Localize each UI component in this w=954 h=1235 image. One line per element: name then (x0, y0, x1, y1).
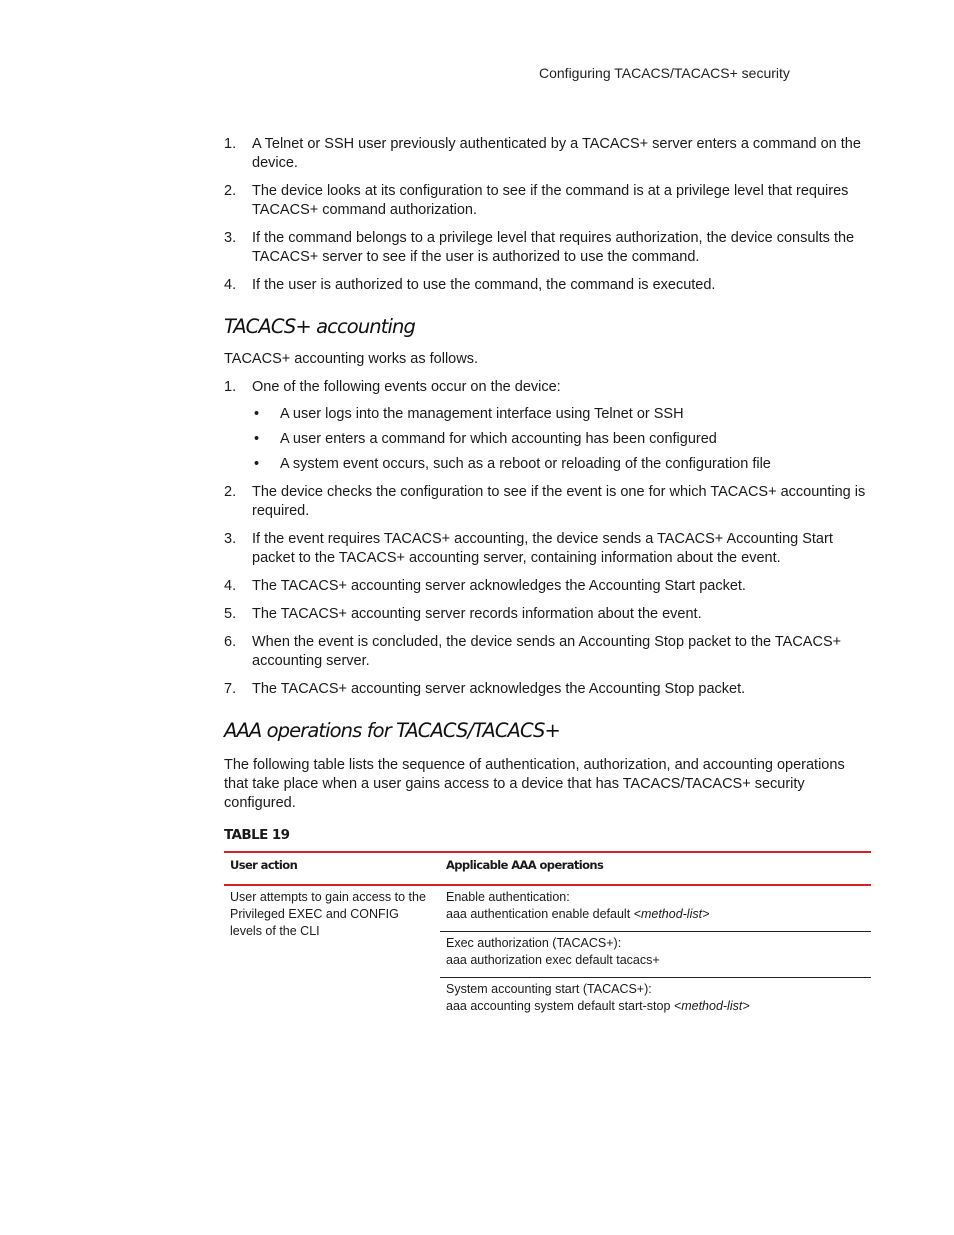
step-number: 4. (224, 578, 237, 594)
step-number: 1. (224, 136, 237, 152)
list-item (224, 229, 871, 267)
step-number: 2. (224, 484, 237, 500)
bullet-item (224, 405, 871, 424)
step-text: The TACACS+ accounting server acknowledges the Accounting Stop packet. (252, 681, 746, 697)
list-item (224, 182, 871, 220)
list-item (224, 135, 871, 173)
step-number: 3. (224, 531, 237, 547)
bullet-icon: • (254, 456, 260, 472)
list-item (224, 530, 871, 568)
event-bullets (224, 405, 871, 474)
authorization-steps (224, 135, 871, 295)
bullet-item (224, 430, 871, 449)
step-text: If the user is authorized to use the command, the command is executed. (252, 277, 716, 293)
bullet-text: A system event occurs, such as a reboot or reloading of the configuration file (280, 456, 771, 472)
operation-label: System accounting start (TACACS+): (446, 982, 652, 996)
accounting-steps (224, 378, 871, 397)
operation-cell (440, 885, 871, 932)
operation-cell (440, 978, 871, 1024)
operation-label: Enable authentication: (446, 890, 570, 904)
command-text: aaa accounting system default start-stop (446, 999, 674, 1013)
step-number: 6. (224, 634, 237, 650)
section-heading-aaa: AAA operations for TACACS/TACACS+ (224, 719, 560, 742)
command-text: aaa authentication enable default (446, 907, 634, 921)
list-item (224, 483, 871, 521)
accounting-steps-cont (224, 483, 871, 699)
bullet-icon: • (254, 431, 260, 447)
step-number: 4. (224, 277, 237, 293)
list-item (224, 633, 871, 671)
list-item (224, 680, 871, 699)
step-number: 2. (224, 183, 237, 199)
step-text: If the event requires TACACS+ accounting, the device sends a TACACS+ Accounting Start packet to the TACACS+ accounting server, containing information about the event. (252, 531, 833, 566)
column-header-aaa-operations: Applicable AAA operations (440, 852, 871, 885)
list-item (224, 378, 871, 397)
aaa-intro: The following table lists the sequence of authentication, authorization, and accounting operations that take place when a user gains access to a device that has TACACS/TACACS+ security configured. (224, 757, 845, 811)
step-number: 7. (224, 681, 237, 697)
running-header: Configuring TACACS/TACACS+ security (539, 65, 790, 81)
column-header-user-action: User action (224, 852, 440, 885)
table-label: TABLE 19 (224, 827, 290, 843)
step-text: One of the following events occur on the device: (252, 379, 561, 395)
step-text: The TACACS+ accounting server acknowledges the Accounting Start packet. (252, 578, 746, 594)
operation-cell (440, 932, 871, 978)
bullet-icon: • (254, 406, 260, 422)
operation-command (446, 952, 865, 969)
accounting-intro: TACACS+ accounting works as follows. (224, 351, 478, 367)
table-header-row (224, 852, 871, 885)
bullet-text: A user enters a command for which accounting has been configured (280, 431, 717, 447)
step-text: The TACACS+ accounting server records information about the event. (252, 606, 702, 622)
command-argument: <method-list> (673, 999, 750, 1013)
bullet-text: A user logs into the management interface using Telnet or SSH (280, 406, 684, 422)
step-text: When the event is concluded, the device sends an Accounting Stop packet to the TACACS+ accounting server. (252, 634, 842, 669)
list-item (224, 605, 871, 624)
list-item (224, 577, 871, 596)
step-number: 1. (224, 379, 237, 395)
user-action-cell: User attempts to gain access to the Privileged EXEC and CONFIG levels of the CLI (230, 890, 426, 938)
step-text: A Telnet or SSH user previously authenticated by a TACACS+ server enters a command on the device. (252, 136, 861, 171)
command-argument: <method-list> (633, 907, 710, 921)
step-text: The device looks at its configuration to see if the command is at a privilege level that requires TACACS+ command authorization. (252, 183, 849, 218)
operation-command (446, 998, 865, 1015)
step-text: The device checks the configuration to see if the event is one for which TACACS+ accounting is required. (252, 484, 866, 519)
operation-command (446, 906, 865, 923)
list-item (224, 276, 871, 295)
table-row (224, 885, 871, 932)
operation-label: Exec authorization (TACACS+): (446, 936, 622, 950)
step-number: 5. (224, 606, 237, 622)
bullet-item (224, 455, 871, 474)
step-number: 3. (224, 230, 237, 246)
section-heading-accounting: TACACS+ accounting (224, 315, 415, 338)
page-content (224, 135, 871, 1023)
step-text: If the command belongs to a privilege level that requires authorization, the device consults the TACACS+ server to see if the user is authorized to use the command. (252, 230, 855, 265)
aaa-operations-table (224, 851, 871, 1023)
command-text: aaa authorization exec default tacacs+ (446, 953, 660, 967)
